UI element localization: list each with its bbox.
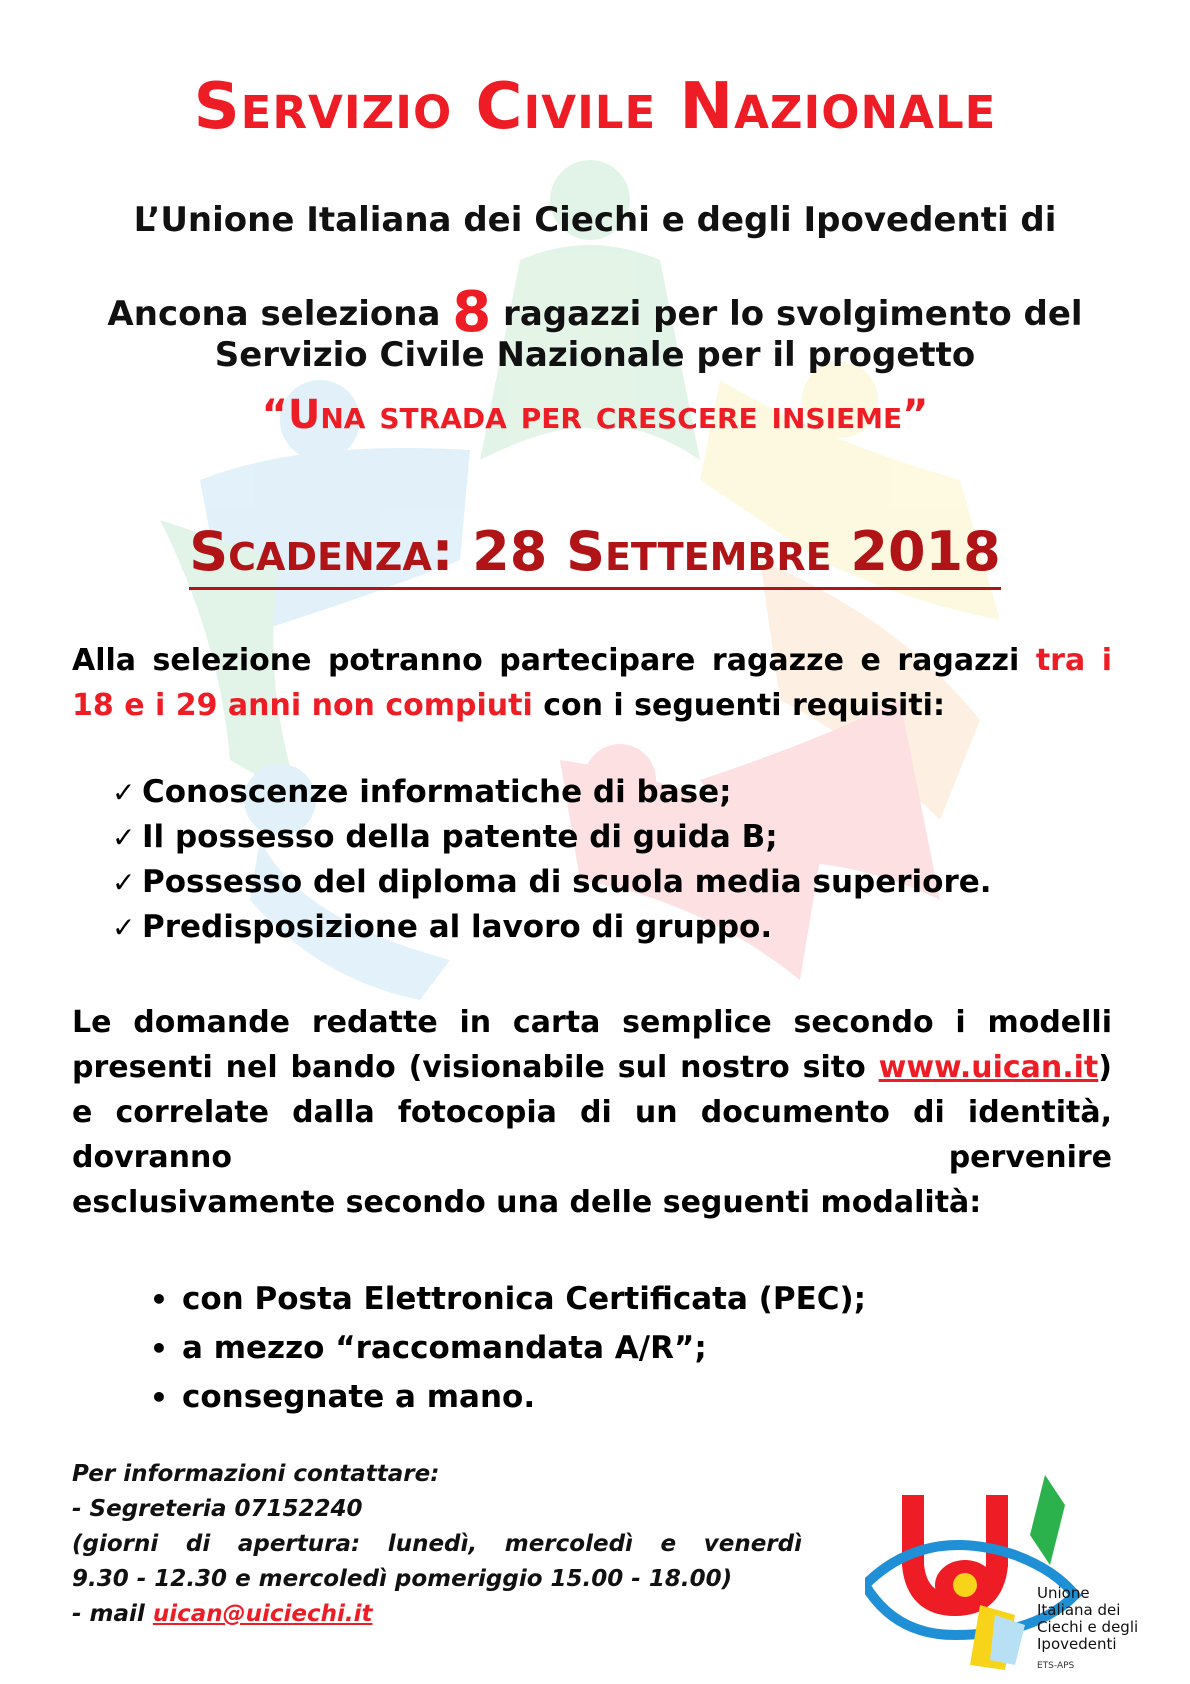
applications-last-line: esclusivamente secondo una delle seguenti modalità: [72,1185,982,1220]
logo-line: Italiana dei [1037,1601,1121,1619]
applications-pre: Le domande redatte in carta semplice secondo i modelli presenti nel bando (visionabile sul nostro sito [72,1005,1112,1085]
bullet-icon: • [150,1283,168,1316]
contact-heading: Per informazioni contattare: [72,1461,440,1487]
logo-subtitle: ETS-APS [1037,1661,1075,1671]
list-item [150,1324,1050,1373]
bullet-icon: • [150,1381,168,1414]
eligibility-age-range: tra i 18 e i 29 anni non compiuti [72,643,1112,723]
check-icon: ✓ [112,911,136,944]
page-title: Servizio Civile Nazionale [193,70,997,144]
intro-line-3: Servizio Civile Nazionale per il progetto [214,335,976,375]
deadline-text: Scadenza: 28 Settembre 2018 [189,520,1000,590]
contact-mail-label: - mail [72,1601,153,1627]
contact-mail-row [72,1597,802,1632]
applications-paragraph [72,1000,1112,1225]
intro-line-2-post: ragazzi per lo svolgimento del [491,294,1083,334]
logo-line: Unione [1037,1584,1090,1602]
applications-mid: ) e correlate dalla fotocopia di un documento di identità, dovranno pervenire [72,1050,1112,1175]
method-text: a mezzo “raccomandata A/R”; [182,1330,707,1366]
list-item [150,1275,1050,1324]
contact-hours-line-1: (giorni di apertura: lunedì, mercoledì e venerdì [72,1531,802,1557]
email-link[interactable]: uican@uiciechi.it [152,1601,373,1627]
selection-count: 8 [452,280,492,345]
intro-line-1: L’Unione Italiana dei Ciechi e degli Ipovedenti di [133,200,1057,240]
logo-line: Ipovedenti [1037,1635,1117,1653]
contact-hours-line-2: 9.30 - 12.30 e mercoledì pomeriggio 15.00 - 18.00) [72,1566,733,1592]
logo-line: Ciechi e degli [1037,1618,1139,1636]
project-name: “Una strada per crescere insieme” [261,392,929,438]
contact-info [72,1457,802,1632]
eligibility-pre: Alla selezione potranno partecipare ragazze e ragazzi [72,643,1036,678]
method-text: con Posta Elettronica Certificata (PEC); [182,1281,867,1317]
check-icon: ✓ [112,821,136,854]
requirement-text: Possesso del diploma di scuola media superiore. [142,864,992,900]
list-item [112,815,1112,860]
check-icon: ✓ [112,866,136,899]
list-item [112,905,1112,950]
requirements-list [112,770,1112,950]
eligibility-post: con i seguenti requisiti: [532,688,945,723]
website-link[interactable]: www.uican.it [878,1050,1099,1085]
submission-methods-list [150,1275,1050,1422]
list-item [112,770,1112,815]
contact-phone: - Segreteria 07152240 [72,1496,363,1522]
list-item [112,860,1112,905]
bullet-icon: • [150,1332,168,1365]
method-text: consegnate a mano. [182,1379,536,1415]
check-icon: ✓ [112,776,136,809]
requirement-text: Il possesso della patente di guida B; [142,819,778,855]
requirement-text: Conoscenze informatiche di base; [142,774,732,810]
list-item [150,1373,1050,1422]
uici-logo [865,1465,1145,1675]
requirement-text: Predisposizione al lavoro di gruppo. [142,909,773,945]
deadline-heading [0,520,1190,583]
eligibility-paragraph [72,638,1112,728]
logo-caption [1037,1585,1138,1653]
intro-line-2-pre: Ancona seleziona [107,294,453,334]
